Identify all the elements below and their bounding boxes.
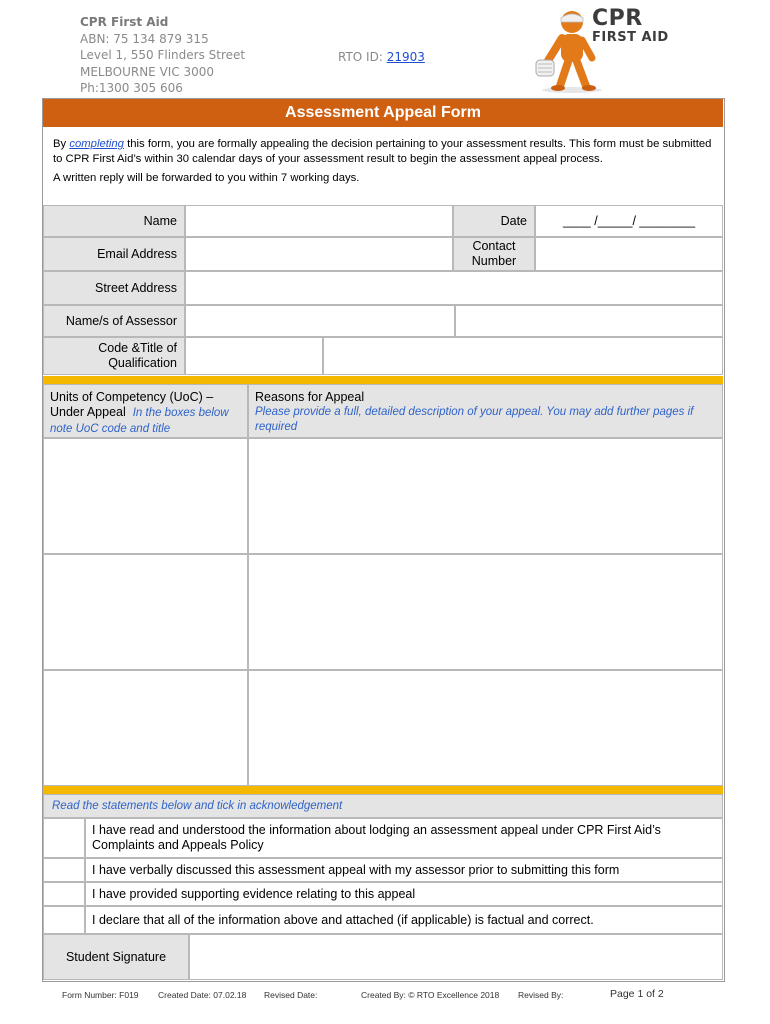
logo-wordmark <box>592 8 669 44</box>
org-phone: Ph:1300 305 606 <box>80 81 183 95</box>
assessor-field-2[interactable] <box>455 305 723 337</box>
uoc-header-hint: In the boxes below note UoC code and title <box>50 407 229 435</box>
org-name: CPR First Aid <box>80 15 169 29</box>
uoc-header <box>43 384 248 438</box>
ack-checkbox-1[interactable] <box>43 818 85 858</box>
org-address-line2: MELBOURNE VIC 3000 <box>80 64 215 79</box>
ack-statement-4: I declare that all of the information above and attached (if applicable) is factual and correct. <box>85 906 723 934</box>
ack-checkbox-4[interactable] <box>43 906 85 934</box>
signature-field[interactable] <box>189 934 723 980</box>
street-address-label: Street Address <box>43 271 185 305</box>
form-intro <box>53 137 713 190</box>
rto-id-link[interactable]: 21903 <box>386 50 425 64</box>
contact-number-field[interactable] <box>535 237 723 271</box>
org-address-line1: Level 1, 550 Flinders Street <box>80 48 246 62</box>
reasons-box-2[interactable] <box>248 554 723 670</box>
footer-page-number: Page 1 of 2 <box>610 988 664 1000</box>
logo-line2: FIRST AID <box>592 30 669 45</box>
org-abn: ABN: 75 134 879 315 <box>80 31 209 46</box>
ack-statement-3: I have provided supporting evidence relating to this appeal <box>85 882 723 906</box>
name-field[interactable] <box>185 205 453 237</box>
footer-revised-by: Revised By: <box>518 990 564 1000</box>
rto-id <box>338 50 425 64</box>
qualification-code-field[interactable] <box>185 337 323 375</box>
qualification-label: Code &Title of Qualification <box>43 337 185 375</box>
signature-label: Student Signature <box>43 934 189 980</box>
footer-form-number: Form Number: F019 <box>62 990 139 1000</box>
reasons-header-hint: Please provide a full, detailed description of your appeal. You may add further pages if required <box>255 406 694 433</box>
uoc-box-2[interactable] <box>43 554 248 670</box>
ack-statement-2: I have verbally discussed this assessment appeal with my assessor prior to submitting this form <box>85 858 723 882</box>
qualification-title-field[interactable] <box>323 337 723 375</box>
reasons-box-1[interactable] <box>248 438 723 554</box>
date-field[interactable]: ____ /_____/ ________ <box>535 205 723 237</box>
footer-created-by: Created By: © RTO Excellence 2018 <box>361 990 500 1000</box>
contact-number-label: Contact Number <box>453 237 535 271</box>
uoc-box-1[interactable] <box>43 438 248 554</box>
reasons-box-3[interactable] <box>248 670 723 786</box>
ack-statement-1: I have read and understood the information about lodging an assessment appeal under CPR First Aid’s Complaints and Appeals Policy <box>85 818 723 858</box>
appeal-form <box>42 98 725 982</box>
street-address-field[interactable] <box>185 271 723 305</box>
footer-created-date: Created Date: 07.02.18 <box>158 990 247 1000</box>
footer-revised-date: Revised Date: <box>264 990 318 1000</box>
form-title: Assessment Appeal Form <box>43 99 723 127</box>
logo-line1: CPR <box>592 6 643 31</box>
ack-checkbox-3[interactable] <box>43 882 85 906</box>
rto-label: RTO ID: <box>338 50 383 64</box>
email-field[interactable] <box>185 237 453 271</box>
intro-paragraph: By completing this form, you are formally appealing the decision pertaining to your assessment results. This form must be submitted to CPR First Aid’s within 30 calendar days of your assessment result to begin the assessment appeal process. <box>53 138 712 165</box>
assessor-field-1[interactable] <box>185 305 455 337</box>
name-label: Name <box>43 205 185 237</box>
completing-link[interactable]: completing <box>69 138 124 150</box>
assessor-label: Name/s of Assessor <box>43 305 185 337</box>
uoc-header-title: Units of Competency (UoC) – Under Appeal <box>50 390 214 419</box>
email-label: Email Address <box>43 237 185 271</box>
reasons-header-title: Reasons for Appeal <box>255 390 365 404</box>
section-separator-2 <box>43 786 723 794</box>
intro-reply-note: A written reply will be forwarded to you within 7 working days. <box>53 172 360 184</box>
org-details <box>80 14 245 97</box>
section-separator <box>43 376 723 384</box>
acknowledgement-header: Read the statements below and tick in acknowledgement <box>43 794 723 818</box>
reasons-header <box>248 384 723 438</box>
ack-checkbox-2[interactable] <box>43 858 85 882</box>
date-label: Date <box>453 205 535 237</box>
uoc-box-3[interactable] <box>43 670 248 786</box>
